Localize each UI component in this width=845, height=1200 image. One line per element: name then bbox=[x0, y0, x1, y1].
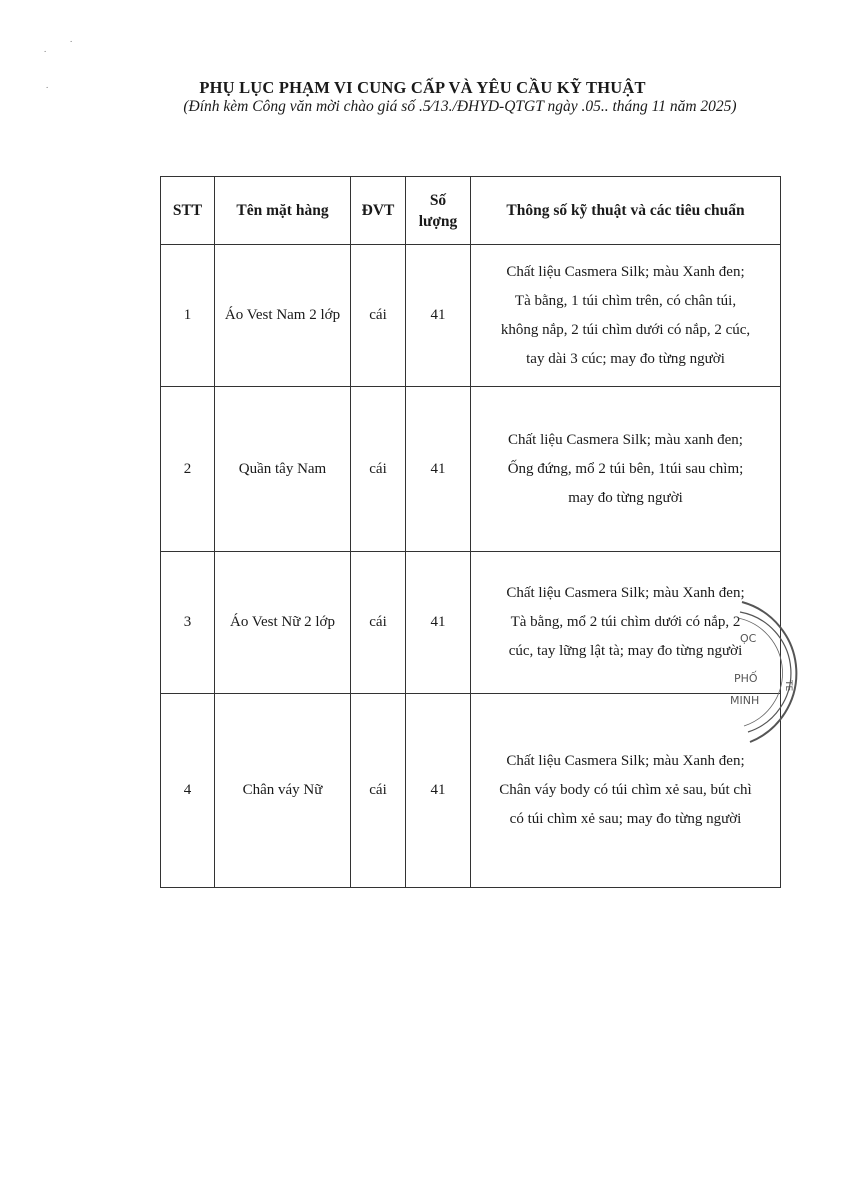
spec-line: Chân váy body có túi chìm xẻ sau, bút chì bbox=[499, 782, 752, 798]
document-title: PHỤ LỤC PHẠM VI CUNG CẤP VÀ YÊU CẦU KỸ THUẬT bbox=[199, 78, 646, 97]
spec-line: Chất liệu Casmera Silk; màu Xanh đen; bbox=[506, 263, 745, 280]
header-unit: ĐVT bbox=[351, 177, 406, 245]
cell-quantity: 41 bbox=[406, 552, 471, 694]
scan-speck: . bbox=[46, 80, 49, 90]
stamp-text: PHỐ bbox=[734, 672, 758, 685]
spec-line: có túi chìm xẻ sau; may đo từng người bbox=[509, 811, 742, 827]
spec-line: cúc, tay lững lật tà; may đo từng người bbox=[508, 643, 743, 659]
cell-stt: 1 bbox=[161, 245, 215, 387]
stamp-text: MINH bbox=[730, 694, 760, 707]
cell-unit: cái bbox=[351, 245, 406, 387]
cell-specification bbox=[471, 387, 781, 552]
header-quantity-line1: Số bbox=[429, 191, 447, 209]
document-subtitle: (Đính kèm Công văn mời chào giá số .5⁄13./ĐHYD-QTGT ngày .05.. tháng 11 năm 2025) bbox=[183, 98, 737, 115]
spec-line: Tà bằng, 1 túi chìm trên, có chân túi, bbox=[514, 292, 737, 309]
table-header-row bbox=[161, 177, 781, 245]
spec-line: Tà bằng, mổ 2 túi chìm dưới có nắp, 2 bbox=[510, 614, 741, 630]
cell-unit: cái bbox=[351, 552, 406, 694]
table-row bbox=[161, 552, 781, 694]
cell-specification bbox=[471, 245, 781, 387]
header-quantity bbox=[406, 177, 471, 245]
spec-line: Chất liệu Casmera Silk; màu xanh đen; bbox=[508, 431, 743, 448]
cell-quantity: 41 bbox=[406, 694, 471, 888]
cell-item-name: Quần tây Nam bbox=[215, 387, 351, 552]
cell-item-name: Áo Vest Nữ 2 lớp bbox=[215, 552, 351, 694]
header-specification: Thông số kỹ thuật và các tiêu chuẩn bbox=[471, 177, 781, 245]
cell-item-name: Áo Vest Nam 2 lớp bbox=[215, 245, 351, 387]
table-row bbox=[161, 387, 781, 552]
cell-quantity: 41 bbox=[406, 245, 471, 387]
header-item-name: Tên mặt hàng bbox=[215, 177, 351, 245]
spec-line: Chất liệu Casmera Silk; màu Xanh đen; bbox=[506, 585, 745, 601]
spec-line: Ống đứng, mổ 2 túi bên, 1túi sau chìm; bbox=[507, 460, 744, 477]
stamp-text: ỌC bbox=[740, 632, 757, 645]
table-row bbox=[161, 694, 781, 888]
table-row bbox=[161, 245, 781, 387]
cell-stt: 4 bbox=[161, 694, 215, 888]
spec-line: tay dài 3 cúc; may đo từng người bbox=[526, 350, 725, 367]
cell-specification bbox=[471, 552, 781, 694]
spec-line: Chất liệu Casmera Silk; màu Xanh đen; bbox=[506, 753, 745, 769]
cell-quantity: 41 bbox=[406, 387, 471, 552]
scan-speck: . bbox=[70, 34, 73, 44]
spec-line: may đo từng người bbox=[568, 489, 683, 506]
cell-stt: 3 bbox=[161, 552, 215, 694]
header-quantity-line2: lượng bbox=[418, 212, 458, 230]
cell-item-name: Chân váy Nữ bbox=[215, 694, 351, 888]
cell-unit: cái bbox=[351, 694, 406, 888]
specification-table bbox=[160, 176, 781, 888]
header-stt: STT bbox=[161, 177, 215, 245]
stamp-text: TE bbox=[783, 680, 793, 692]
spec-line: không nắp, 2 túi chìm dưới có nắp, 2 cúc, bbox=[500, 321, 751, 338]
cell-unit: cái bbox=[351, 387, 406, 552]
scan-speck: . bbox=[44, 44, 47, 54]
cell-stt: 2 bbox=[161, 387, 215, 552]
cell-specification bbox=[471, 694, 781, 888]
